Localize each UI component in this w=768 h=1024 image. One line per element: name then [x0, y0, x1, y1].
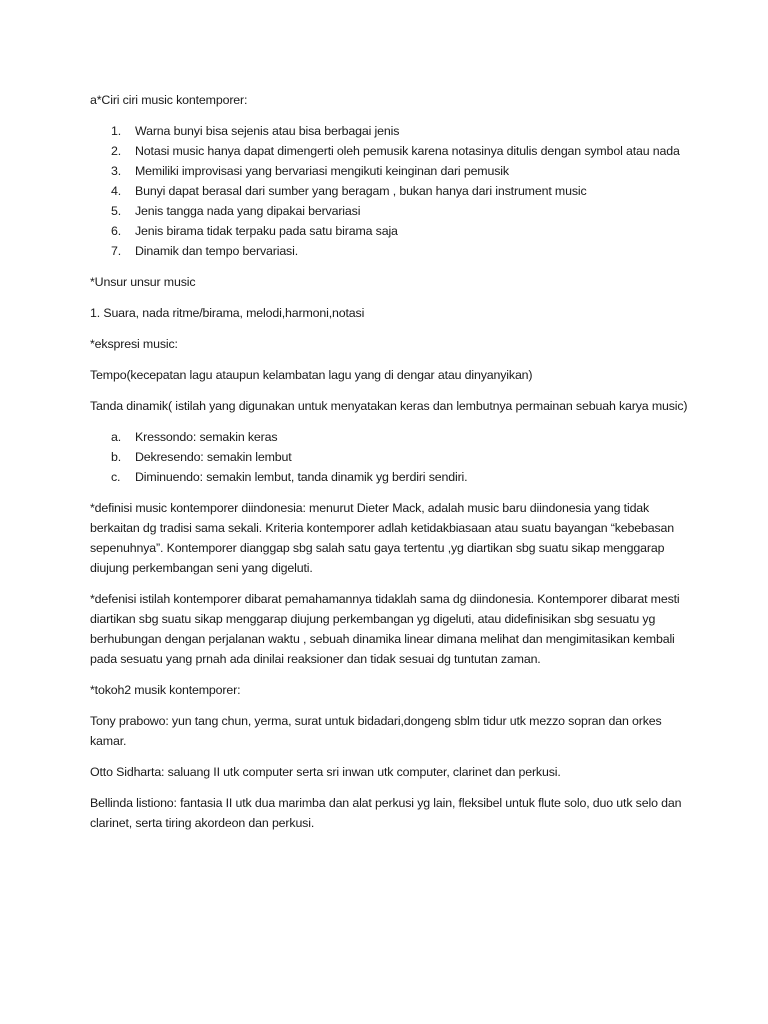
- list-letter: a.: [111, 430, 122, 444]
- list-item: [90, 161, 690, 181]
- list-item-text: Warna bunyi bisa sejenis atau bisa berbagai jenis: [135, 124, 400, 138]
- list-item-text: Notasi music hanya dapat dimengerti oleh pemusik karena notasinya ditulis dengan symbol atau nada: [135, 144, 680, 158]
- heading-tokoh-musik: *tokoh2 musik kontemporer:: [90, 683, 241, 697]
- list-item: [90, 467, 690, 487]
- list-item-text: Kressondo: semakin keras: [135, 430, 278, 444]
- tokoh-paragraph: Tony prabowo: yun tang chun, yerma, surat untuk bidadari,dongeng sblm tidur utk mezzo sopran dan orkes kamar.: [90, 714, 662, 748]
- list-item-text: Jenis tangga nada yang dipakai bervariasi: [135, 204, 361, 218]
- list-item: [90, 181, 690, 201]
- list-item: [90, 241, 690, 261]
- defenisi-istilah-paragraph: *defenisi istilah kontemporer dibarat pemahamannya tidaklah sama dg diindonesia. Kontemporer dibarat mesti diartikan sbg suatu sikap menggarap diujung perkembangan yg digeluti, atau didefinisikan sbg sesuatu yg berhubungan dengan perjalanan waktu , sebuah dinamika linear dimana melihat dan mengimitasikan kembali pada sesuatu yang prnah ada dinilai reaksioner dan tidak sesuai dg tuntutan zaman.: [90, 592, 680, 666]
- list-item: [90, 221, 690, 241]
- list-item: [90, 201, 690, 221]
- list-item: [90, 427, 690, 447]
- dinamik-list: [90, 427, 690, 487]
- document-body: [90, 90, 690, 844]
- list-item: [90, 447, 690, 467]
- definisi-paragraph: *definisi music kontemporer diindonesia: menurut Dieter Mack, adalah music baru diindonesia yang tidak berkaitan dg tradisi sama sekali. Kriteria kontemporer adlah ketidakbiasaan atau suatu bayangan “kebebasan sepenuhnya”. Kontemporer dianggap sbg salah satu gaya tertentu ,yg diartikan sbg suatu sikap menggarap diujung perkembangan seni yang digeluti.: [90, 501, 675, 575]
- list-number: 4.: [111, 184, 122, 198]
- dinamik-paragraph: Tanda dinamik( istilah yang digunakan untuk menyatakan keras dan lembutnya permainan sebuah karya music): [90, 399, 688, 413]
- tokoh-paragraph: Otto Sidharta: saluang II utk computer serta sri inwan utk computer, clarinet dan perkusi.: [90, 765, 561, 779]
- list-number: 6.: [111, 224, 122, 238]
- list-item: [90, 121, 690, 141]
- list-number: 2.: [111, 144, 122, 158]
- list-item-text: Dekresendo: semakin lembut: [135, 450, 292, 464]
- tokoh-paragraph: Bellinda listiono: fantasia II utk dua marimba dan alat perkusi yg lain, fleksibel untuk flute solo, duo utk selo dan clarinet, serta tiring akordeon dan perkusi.: [90, 796, 682, 830]
- unsur-paragraph: 1. Suara, nada ritme/birama, melodi,harmoni,notasi: [90, 306, 365, 320]
- list-letter: c.: [111, 470, 121, 484]
- ciri-list: [90, 121, 690, 261]
- list-item-text: Jenis birama tidak terpaku pada satu birama saja: [135, 224, 398, 238]
- list-number: 1.: [111, 124, 122, 138]
- list-number: 7.: [111, 244, 122, 258]
- list-item-text: Dinamik dan tempo bervariasi.: [135, 244, 298, 258]
- list-number: 5.: [111, 204, 122, 218]
- list-item-text: Bunyi dapat berasal dari sumber yang beragam , bukan hanya dari instrument music: [135, 184, 587, 198]
- list-item: [90, 141, 690, 161]
- list-letter: b.: [111, 450, 122, 464]
- tempo-paragraph: Tempo(kecepatan lagu ataupun kelambatan lagu yang di dengar atau dinyanyikan): [90, 368, 533, 382]
- list-item-text: Diminuendo: semakin lembut, tanda dinamik yg berdiri sendiri.: [135, 470, 468, 484]
- heading-ciri-musik-kontemporer: a*Ciri ciri music kontemporer:: [90, 93, 248, 107]
- list-item-text: Memiliki improvisasi yang bervariasi mengikuti keinginan dari pemusik: [135, 164, 509, 178]
- heading-ekspresi-music: *ekspresi music:: [90, 337, 178, 351]
- list-number: 3.: [111, 164, 122, 178]
- heading-unsur-music: *Unsur unsur music: [90, 275, 196, 289]
